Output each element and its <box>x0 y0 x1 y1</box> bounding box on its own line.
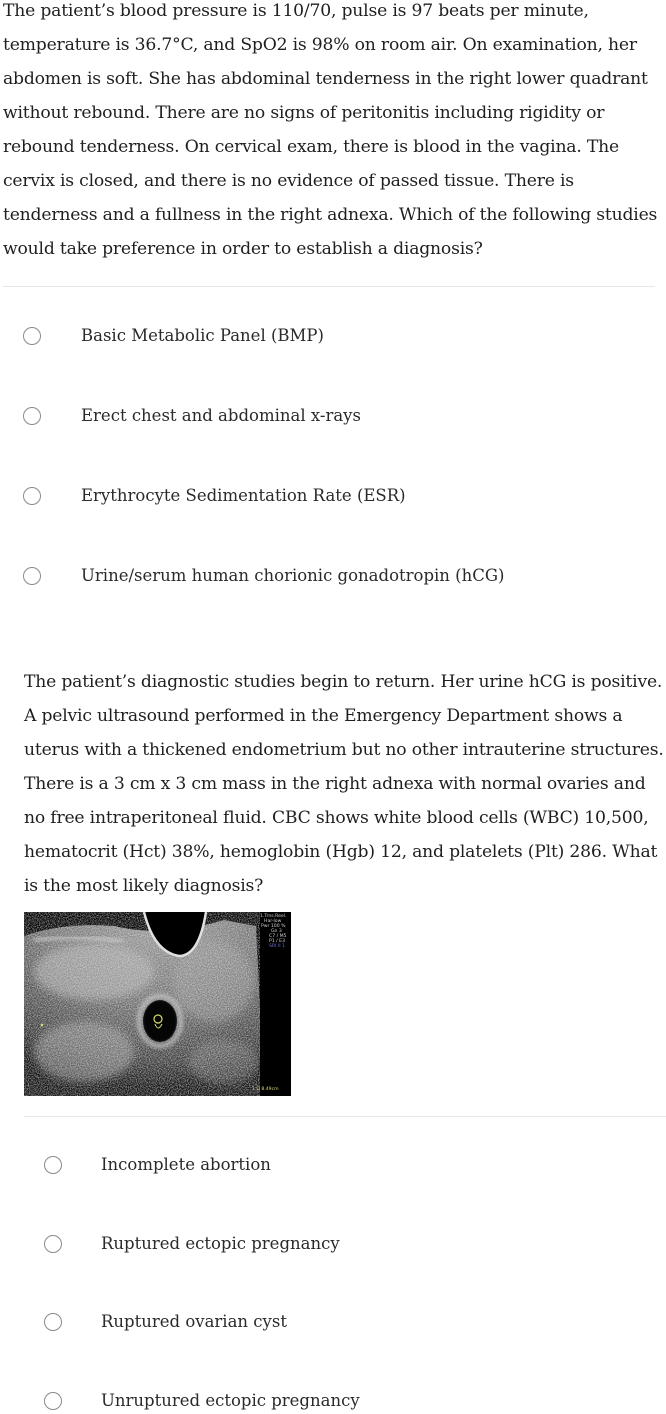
overlay-line: Har-low <box>264 919 282 924</box>
radio-button[interactable] <box>44 1156 62 1174</box>
measurement-readout: 1 D 8.49cm <box>252 1087 279 1092</box>
overlay-line: Gn 3 <box>271 929 282 934</box>
radio-button[interactable] <box>44 1392 62 1410</box>
option-label: Erythrocyte Sedimentation Rate (ESR) <box>81 486 406 505</box>
overlay-line: C7 / M5 <box>269 934 287 939</box>
option-label: Urine/serum human chorionic gonadotropin (hCG) <box>81 566 505 585</box>
overlay-line: P1 / E3 <box>269 939 285 944</box>
option-hcg[interactable] <box>0 562 560 594</box>
option-ruptured-ovarian-cyst[interactable] <box>0 1308 560 1340</box>
divider <box>24 1116 666 1117</box>
option-unruptured-ectopic[interactable] <box>0 1387 560 1414</box>
radio-button[interactable] <box>23 327 41 345</box>
question-2-stem: The patient’s diagnostic studies begin to return. Her urine hCG is positive. A pelvic ultrasound performed in the Emergency Department shows a uterus with a thickened endometrium but no other intrauterine structures. There is a 3 cm x 3 cm mass in the right adnexa with normal ovaries and no free intraperitoneal fluid. CBC shows white blood cells (WBC) 10,500, hematocrit (Hct) 38%, hemoglobin (Hgb) 12, and platelets (Plt) 286. What is the most likely diagnosis? <box>24 672 664 896</box>
option-label: Basic Metabolic Panel (BMP) <box>81 326 324 345</box>
option-esr[interactable] <box>0 482 560 514</box>
radio-button[interactable] <box>44 1313 62 1331</box>
option-bmp[interactable] <box>0 322 560 354</box>
radio-button[interactable] <box>23 407 41 425</box>
ultrasound-image <box>24 912 291 1096</box>
option-label: Incomplete abortion <box>101 1155 271 1174</box>
radio-button[interactable] <box>23 487 41 505</box>
option-label: Unruptured ectopic pregnancy <box>101 1391 360 1410</box>
question-1-stem: The patient’s blood pressure is 110/70, pulse is 97 beats per minute, temperature is 36.7°C, and SpO2 is 98% on room air. On examination, her abdomen is soft. She has abdominal tenderness in the right lower quadrant without rebound. There are no signs of peritonitis including rigidity or rebound tenderness. On cervical exam, there is blood in the vagina. The cervix is closed, and there is no evidence of passed tissue. There is tenderness and a fullness in the right adnexa. Which of the following studies would take preference in order to establish a diagnosis? <box>3 1 658 259</box>
option-incomplete-abortion[interactable] <box>0 1151 560 1183</box>
option-xrays[interactable] <box>0 402 560 434</box>
radio-button[interactable] <box>44 1235 62 1253</box>
overlay-line: SRI II 1 <box>269 944 286 949</box>
option-label: Erect chest and abdominal x-rays <box>81 406 361 425</box>
option-ruptured-ectopic[interactable] <box>0 1230 560 1262</box>
option-label: Ruptured ectopic pregnancy <box>101 1234 340 1253</box>
radio-button[interactable] <box>23 567 41 585</box>
option-label: Ruptured ovarian cyst <box>101 1312 287 1331</box>
overlay-line: Pwr 100 % <box>261 924 286 929</box>
divider <box>3 286 655 287</box>
overlay-line: 1.Trns.Reel. <box>260 914 287 919</box>
